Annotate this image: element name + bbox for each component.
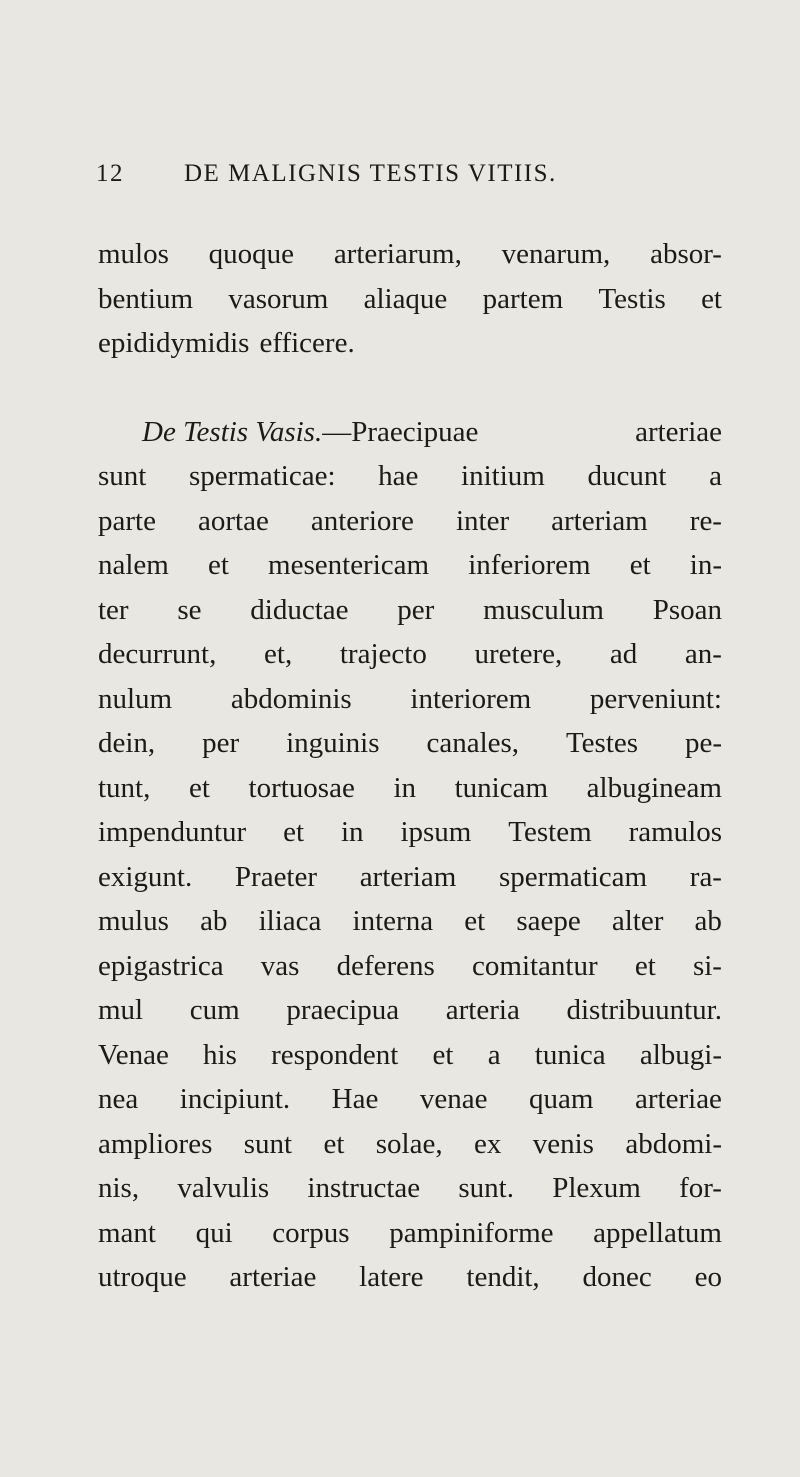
word: ad	[609, 638, 638, 670]
text-line	[98, 499, 722, 544]
word: inguinis	[286, 727, 380, 759]
word: bentium	[98, 282, 194, 315]
word: mant	[98, 1216, 156, 1249]
word: abdominis	[230, 682, 352, 715]
text-line	[98, 1166, 722, 1211]
word: an-	[684, 638, 722, 670]
word: et	[629, 549, 651, 581]
text-line	[98, 321, 722, 366]
word: abdomi-	[625, 1127, 722, 1160]
word: nulum	[98, 682, 173, 715]
text-line	[98, 721, 722, 766]
word: decurrunt,	[98, 638, 217, 670]
word: aliaque	[363, 282, 448, 315]
word: Testis	[598, 282, 666, 315]
text-line	[98, 1122, 722, 1167]
word: per	[202, 727, 240, 759]
word: albugi-	[639, 1038, 722, 1071]
word: et	[701, 282, 722, 315]
word: —Praecipuae	[322, 415, 479, 448]
word: a	[709, 460, 722, 492]
word: utroque	[98, 1261, 187, 1293]
word: iliaca	[258, 905, 322, 937]
word: spermaticam	[498, 860, 648, 893]
word: ab	[200, 905, 228, 937]
text-line	[98, 1211, 722, 1256]
word: alter	[611, 905, 664, 937]
text-line	[98, 766, 722, 811]
word: Venae	[98, 1038, 169, 1071]
running-title: DE MALIGNIS TESTIS VITIIS.	[184, 160, 557, 187]
word: ab	[694, 905, 722, 937]
word: tunicam	[454, 771, 549, 804]
text-line	[98, 232, 722, 277]
word: in-	[689, 549, 722, 581]
word: diductae	[250, 593, 349, 626]
word: praecipua	[286, 994, 400, 1026]
word: pe-	[684, 727, 722, 759]
text-line	[98, 454, 722, 499]
word: Hae	[331, 1083, 379, 1115]
word: sunt.	[458, 1172, 514, 1204]
word: arteriam	[551, 504, 648, 537]
word: Praeter	[234, 860, 318, 893]
text-line	[98, 810, 722, 855]
page-number: 12	[96, 160, 124, 187]
body-text	[98, 232, 722, 1300]
word: comitantur	[472, 949, 598, 982]
word: for-	[679, 1172, 722, 1204]
text-line	[98, 855, 722, 900]
word: tendit,	[466, 1261, 540, 1293]
word: arteriae	[635, 415, 722, 448]
word: saepe	[516, 905, 581, 937]
word: perveniunt:	[589, 682, 722, 715]
word: eo	[694, 1261, 722, 1293]
word: interna	[352, 905, 434, 937]
word: si-	[692, 949, 722, 982]
word: tunica	[534, 1038, 606, 1071]
word: inferiorem	[468, 549, 591, 581]
word: deferens	[336, 949, 435, 982]
word: et	[283, 816, 305, 848]
text-line	[98, 632, 722, 677]
word: mulos	[98, 238, 169, 270]
word: hae	[378, 460, 419, 492]
word: instructae	[307, 1172, 421, 1204]
word: Testes	[565, 727, 639, 759]
word: inter	[455, 504, 510, 537]
word: sunt	[243, 1127, 293, 1160]
word: arteriae	[229, 1261, 317, 1293]
heading-group	[142, 410, 478, 455]
word: dein,	[98, 727, 156, 759]
word: tunt,	[98, 771, 151, 804]
word: nea	[98, 1083, 139, 1115]
word: interiorem	[410, 682, 532, 715]
text-line	[98, 899, 722, 944]
word: qui	[195, 1216, 233, 1249]
word: in	[393, 771, 417, 804]
word: donec	[582, 1261, 652, 1293]
word: musculum	[483, 593, 604, 626]
word: se	[177, 593, 202, 626]
word: et	[432, 1038, 454, 1071]
word: a	[487, 1038, 501, 1071]
word: epigastrica	[98, 949, 224, 982]
word: mulus	[98, 905, 169, 937]
text-line	[98, 1077, 722, 1122]
word: distribuuntur.	[566, 994, 722, 1026]
word: respondent	[271, 1038, 399, 1071]
word: aortae	[198, 504, 269, 537]
word: venis	[532, 1127, 594, 1160]
word: valvulis	[177, 1172, 270, 1204]
word: spermaticae:	[188, 460, 336, 492]
word: et,	[264, 638, 293, 670]
word: impenduntur	[98, 816, 247, 848]
word: ampliores	[98, 1127, 213, 1160]
text-line	[98, 677, 722, 722]
paragraph-gap	[98, 366, 722, 410]
text-line	[98, 944, 722, 989]
text-line	[98, 1255, 722, 1300]
word: parte	[98, 504, 156, 537]
word: sunt	[98, 460, 147, 492]
word: efficere.	[259, 327, 355, 359]
word: arteria	[445, 994, 520, 1026]
word: trajecto	[339, 638, 427, 670]
word: Testem	[508, 816, 592, 848]
word: nalem	[98, 549, 169, 581]
word: absor-	[650, 238, 722, 270]
word: canales,	[426, 727, 520, 759]
word: vas	[260, 949, 300, 982]
text-line	[98, 588, 722, 633]
section-heading: De Testis Vasis.	[142, 415, 323, 448]
word: venae	[419, 1083, 488, 1115]
word: incipiunt.	[179, 1083, 291, 1115]
word: et	[323, 1127, 345, 1160]
word: et	[634, 949, 656, 982]
word: tortuosae	[248, 771, 355, 804]
word: appellatum	[593, 1216, 722, 1249]
text-line-with-heading	[98, 410, 722, 455]
word: pampiniforme	[389, 1216, 554, 1249]
word: quoque	[208, 238, 295, 270]
word: in	[340, 816, 364, 848]
word: per	[397, 593, 435, 626]
word: albugineam	[586, 771, 722, 804]
word: et	[188, 771, 210, 804]
word: Psoan	[652, 593, 722, 626]
word: ipsum	[400, 816, 472, 848]
text-line	[98, 277, 722, 322]
word: partem	[482, 282, 564, 315]
word: initium	[461, 460, 545, 492]
word: quam	[529, 1083, 594, 1115]
word: venarum,	[501, 238, 611, 270]
word: his	[203, 1038, 237, 1071]
word: uretere,	[474, 638, 563, 670]
word: arteriae	[635, 1083, 722, 1115]
word: vasorum	[228, 282, 329, 315]
word: re-	[689, 504, 722, 537]
word: et	[207, 549, 229, 581]
word: exigunt.	[98, 860, 193, 893]
word: ramulos	[628, 816, 722, 848]
word: ex	[473, 1127, 502, 1160]
word: et	[464, 905, 486, 937]
word: solae,	[375, 1127, 443, 1160]
word: cum	[189, 994, 240, 1026]
word: corpus	[272, 1216, 350, 1249]
word: mesentericam	[268, 549, 430, 581]
text-line	[98, 988, 722, 1033]
word: ra-	[689, 860, 722, 893]
word: ter	[98, 593, 129, 626]
word: arteriam	[359, 860, 457, 893]
word: mul	[98, 994, 144, 1026]
word: latere	[359, 1261, 424, 1293]
word: Plexum	[552, 1172, 641, 1204]
word: nis,	[98, 1172, 140, 1204]
word: ducunt	[587, 460, 667, 492]
running-head	[96, 160, 720, 196]
text-line	[98, 1033, 722, 1078]
word: arteriarum,	[333, 238, 462, 270]
word: epididymidis	[98, 327, 250, 359]
word: anteriore	[310, 504, 414, 537]
text-line	[98, 543, 722, 588]
